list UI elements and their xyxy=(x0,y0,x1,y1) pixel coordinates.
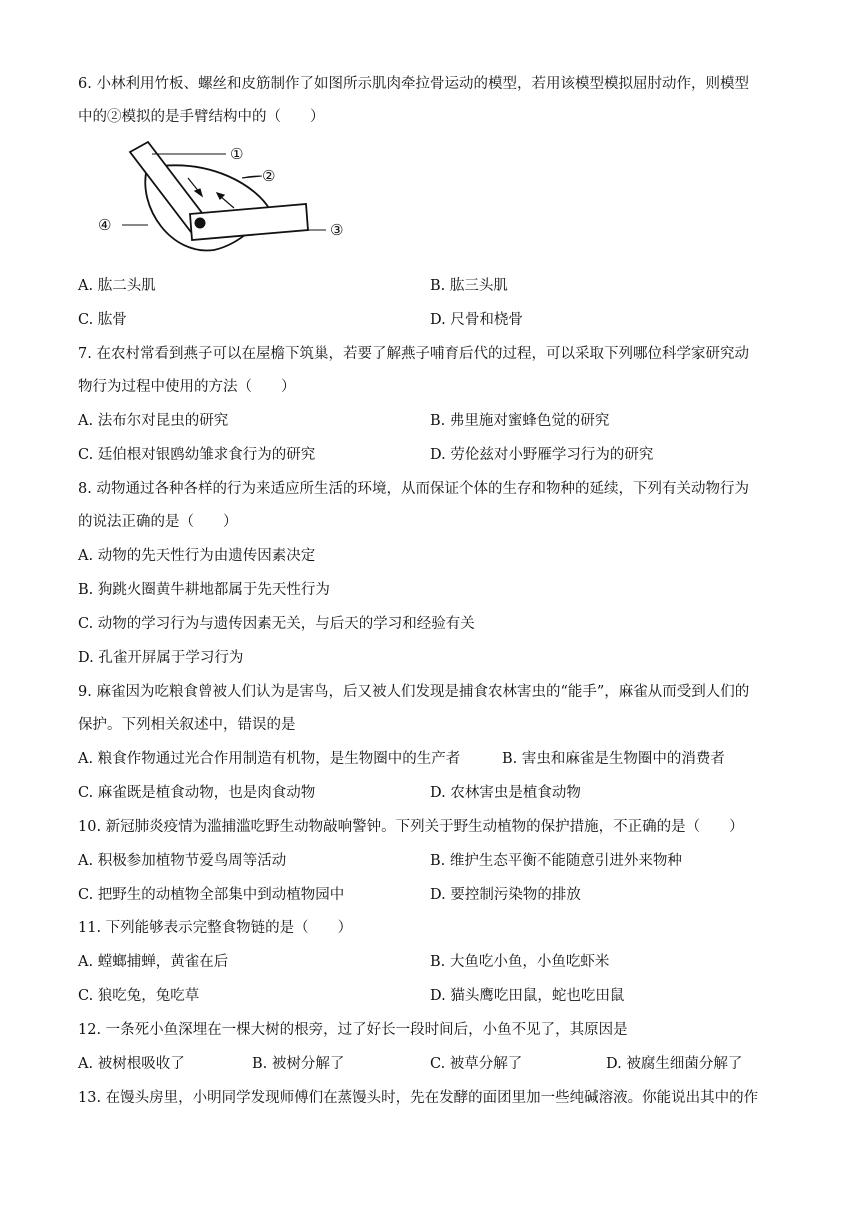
q8-option-d: D. 孔雀开屏属于学习行为 xyxy=(78,650,244,666)
q8-option-a: A. 动物的先天性行为由遗传因素决定 xyxy=(78,548,316,564)
q13-stem-line1: 13. 在馒头房里，小明同学发现师傅们在蒸馒头时，先在发酵的面团里加一些纯碱溶液。你能说出其中的作 xyxy=(78,1090,759,1106)
q8-option-b: B. 狗跳火圈黄牛耕地都属于先天性行为 xyxy=(78,582,330,598)
figure-label-3: ③ xyxy=(330,221,344,239)
q6-option-b: B. 肱三头肌 xyxy=(430,278,508,294)
q7-option-a: A. 法布尔对昆虫的研究 xyxy=(78,413,229,429)
q7-option-d: D. 劳伦兹对小野雁学习行为的研究 xyxy=(430,447,654,463)
q6-option-c: C. 肱骨 xyxy=(78,312,127,328)
q7-stem-line2: 物行为过程中使用的方法（ ） xyxy=(78,379,296,395)
q6-option-a: A. 肱二头肌 xyxy=(78,278,156,294)
q8-stem-line1: 8. 动物通过各种各样的行为来适应所生活的环境，从而保证个体的生存和物种的延续，下列有关动物行为 xyxy=(78,481,749,497)
joint-screw xyxy=(195,218,206,229)
q10-option-a: A. 积极参加植物节爱鸟周等活动 xyxy=(78,853,287,869)
figure-label-1: ① xyxy=(230,145,244,163)
q7-option-c: C. 廷伯根对银鸥幼雏求食行为的研究 xyxy=(78,447,316,463)
q7-option-b: B. 弗里施对蜜蜂色觉的研究 xyxy=(430,413,610,429)
q8-stem-line2: 的说法正确的是（ ） xyxy=(78,514,238,530)
q6-stem-line1: 6. 小林利用竹板、螺丝和皮筋制作了如图所示肌肉牵拉骨运动的模型，若用该模型模拟屈肘动作，则模型 xyxy=(78,76,749,92)
q11-option-d: D. 猫头鹰吃田鼠，蛇也吃田鼠 xyxy=(430,988,625,1004)
q9-option-b: B. 害虫和麻雀是生物圈中的消费者 xyxy=(502,751,725,767)
q12-stem-line1: 12. 一条死小鱼深埋在一棵大树的根旁，过了好长一段时间后，小鱼不见了，其原因是 xyxy=(78,1022,628,1038)
q11-option-a: A. 螳螂捕蝉，黄雀在后 xyxy=(78,954,229,970)
figure-label-2: ② xyxy=(262,167,276,185)
q10-option-d: D. 要控制污染物的排放 xyxy=(430,887,581,903)
q11-option-b: B. 大鱼吃小鱼，小鱼吃虾米 xyxy=(430,954,610,970)
figure-label-4: ④ xyxy=(98,216,112,234)
q11-option-c: C. 狼吃兔，兔吃草 xyxy=(78,988,200,1004)
q10-option-b: B. 维护生态平衡不能随意引进外来物种 xyxy=(430,853,682,869)
q9-stem-line2: 保护。下列相关叙述中，错误的是 xyxy=(78,717,296,733)
q6-stem-line2: 中的②模拟的是手臂结构中的（ ） xyxy=(78,109,325,125)
q7-stem-line1: 7. 在农村常看到燕子可以在屋檐下筑巢，若要了解燕子哺育后代的过程，可以采取下列哪位科学家研究动 xyxy=(78,346,749,362)
q12-option-c: C. 被草分解了 xyxy=(430,1056,523,1072)
q6-option-d: D. 尺骨和桡骨 xyxy=(430,312,523,328)
q10-stem-line1: 10. 新冠肺炎疫情为滥捕滥吃野生动物敲响警钟。下列关于野生动植物的保护措施，不正确的是（ ） xyxy=(78,819,744,835)
q8-option-c: C. 动物的学习行为与遗传因素无关，与后天的学习和经验有关 xyxy=(78,616,475,632)
q9-option-d: D. 农林害虫是植食动物 xyxy=(430,785,581,801)
q9-option-c: C. 麻雀既是植食动物，也是肉食动物 xyxy=(78,785,316,801)
q12-option-b: B. 被树分解了 xyxy=(252,1056,345,1072)
q9-stem-line1: 9. 麻雀因为吃粮食曾被人们认为是害鸟，后又被人们发现是捕食农林害虫的“能手”，麻雀从而受到人们的 xyxy=(78,684,750,700)
muscle-bone-model-figure xyxy=(92,138,362,258)
q12-option-d: D. 被腐生细菌分解了 xyxy=(606,1056,743,1072)
q9-option-a: A. 粮食作物通过光合作用制造有机物，是生物圈中的生产者 xyxy=(78,751,461,767)
q12-option-a: A. 被树根吸收了 xyxy=(78,1056,185,1072)
q11-stem-line1: 11. 下列能够表示完整食物链的是（ ） xyxy=(78,920,353,936)
q10-option-c: C. 把野生的动植物全部集中到动植物园中 xyxy=(78,887,345,903)
